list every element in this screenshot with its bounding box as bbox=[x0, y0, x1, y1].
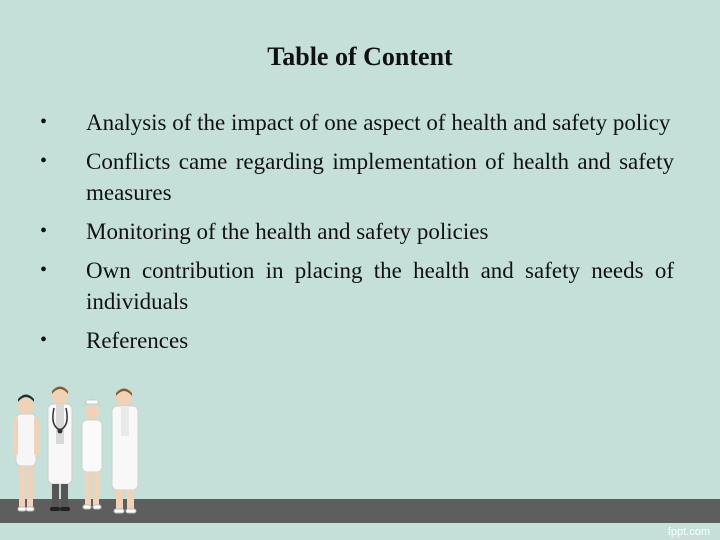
bullet-dot: • bbox=[40, 150, 48, 172]
bullet-item bbox=[40, 146, 674, 208]
doctor-figure bbox=[112, 389, 138, 514]
bullet-dot: • bbox=[40, 111, 48, 133]
bullet-item bbox=[40, 216, 674, 247]
bullet-item bbox=[40, 255, 674, 317]
bullet-text: Own contribution in placing the health and safety needs of individuals bbox=[86, 258, 674, 314]
bullet-text: Monitoring of the health and safety policies bbox=[86, 219, 489, 244]
doctor-figure bbox=[48, 387, 72, 512]
nurse-figure bbox=[13, 395, 39, 512]
bullet-text: Analysis of the impact of one aspect of health and safety policy bbox=[86, 110, 671, 135]
bullet-text: Conflicts came regarding implementation of health and safety measures bbox=[86, 149, 674, 205]
bullet-dot: • bbox=[40, 329, 48, 351]
bullet-list bbox=[40, 107, 674, 364]
footer-band bbox=[0, 523, 720, 540]
bullet-dot: • bbox=[40, 220, 48, 242]
nurse-figure bbox=[82, 399, 102, 509]
bullet-dot: • bbox=[40, 259, 48, 281]
bullet-item bbox=[40, 107, 674, 138]
medical-staff-illustration bbox=[8, 384, 148, 522]
brand-text: fppt.com bbox=[667, 526, 710, 538]
bullet-text: References bbox=[86, 328, 189, 353]
bullet-item bbox=[40, 325, 674, 356]
slide-title: Table of Content bbox=[267, 42, 453, 71]
